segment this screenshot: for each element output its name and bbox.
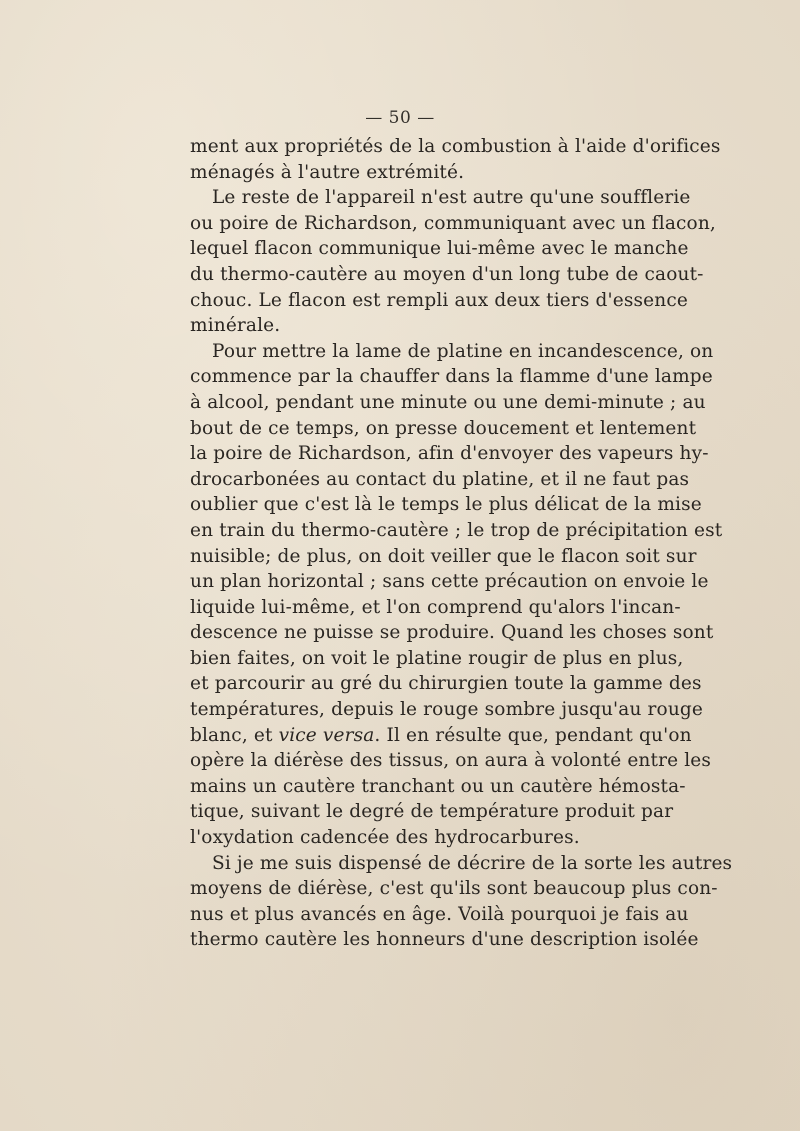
text-line: bout de ce temps, on presse doucement et lentement [190, 417, 697, 439]
text-line: moyens de diérèse, c'est qu'ils sont beaucoup plus con- [190, 878, 718, 900]
text-line: chouc. Le flacon est rempli aux deux tiers d'essence [190, 289, 688, 311]
text-line: ou poire de Richardson, communiquant avec un flacon, [190, 212, 716, 234]
page-number: — 50 — [365, 108, 435, 128]
text-line: et parcourir au gré du chirurgien toute la gamme des [190, 673, 702, 695]
text-line: mains un cautère tranchant ou un cautère hémosta- [190, 775, 686, 797]
text-line: nuisible; de plus, on doit veiller que le flacon soit sur [190, 545, 697, 567]
text-line: tique, suivant le degré de température produit par [190, 801, 674, 823]
text-segment: blanc, et [190, 724, 279, 746]
text-line: ment aux propriétés de la combustion à l'aide d'orifices [190, 136, 721, 157]
text-line: ménagés à l'autre extrémité. [190, 161, 465, 183]
text-line: Le reste de l'appareil n'est autre qu'une soufflerie [212, 187, 691, 209]
text-line: Pour mettre la lame de platine en incandescence, on [212, 340, 714, 362]
text-line: températures, depuis le rouge sombre jusqu'au rouge [190, 699, 703, 721]
text-line: opère la diérèse des tissus, on aura à volonté entre les [190, 750, 712, 772]
body-text [190, 134, 733, 953]
text-line: minérale. [190, 315, 281, 337]
text-line: commence par la chauffer dans la flamme d'une lampe [190, 366, 713, 388]
text-line: du thermo-cautère au moyen d'un long tube de caout- [190, 263, 704, 285]
text-line: Si je me suis dispensé de décrire de la sorte les autres [212, 852, 733, 874]
text-line: liquide lui-même, et l'on comprend qu'alors l'incan- [190, 596, 681, 618]
text-line: en train du thermo-cautère ; le trop de précipitation est [190, 519, 723, 541]
text-line [190, 723, 692, 749]
text-line: thermo cautère les honneurs d'une description isolée [190, 929, 699, 951]
italic-phrase: vice versa [278, 724, 375, 746]
text-line: l'oxydation cadencée des hydrocarbures. [190, 827, 580, 849]
text-line: un plan horizontal ; sans cette précaution on envoie le [190, 571, 709, 593]
text-line: lequel flacon communique lui-même avec le manche [190, 238, 689, 260]
text-segment: . Il en résulte que, pendant qu'on [374, 724, 692, 746]
text-line: à alcool, pendant une minute ou une demi-minute ; au [190, 391, 706, 413]
text-line: bien faites, on voit le platine rougir de plus en plus, [190, 647, 684, 669]
text-line: drocarbonées au contact du platine, et il ne faut pas [190, 468, 690, 490]
text-line: nus et plus avancés en âge. Voilà pourquoi je fais au [190, 903, 689, 925]
text-line: la poire de Richardson, afin d'envoyer des vapeurs hy- [190, 443, 709, 465]
text-line: descence ne puisse se produire. Quand les choses sont [190, 622, 714, 644]
text-line: oublier que c'est là le temps le plus délicat de la mise [190, 494, 702, 516]
